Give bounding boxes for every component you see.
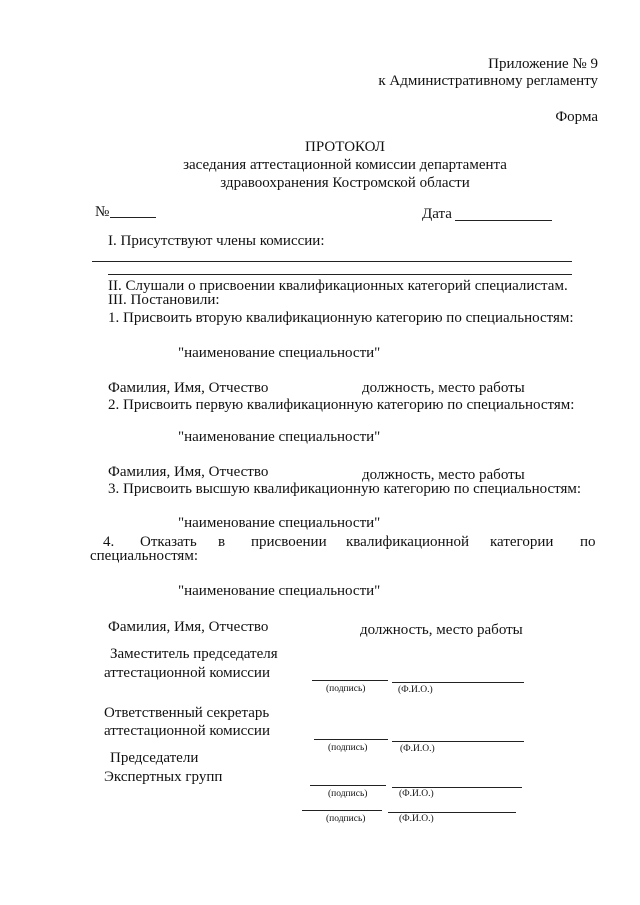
members-line-1 bbox=[92, 261, 572, 262]
appendix-reference: к Административному регламенту bbox=[378, 73, 598, 89]
signature-line bbox=[310, 785, 386, 786]
decision-item-4-word: категории bbox=[490, 534, 554, 550]
appendix-number: Приложение № 9 bbox=[488, 56, 598, 72]
deputy-chairman-title-line2: аттестационной комиссии bbox=[104, 665, 270, 681]
decision-item-4-word: присвоении bbox=[251, 534, 327, 550]
name-caption: (Ф.И.О.) bbox=[399, 814, 434, 824]
decision-item-4-number: 4. bbox=[103, 534, 115, 550]
name-caption: (Ф.И.О.) bbox=[399, 789, 434, 799]
expert-chairs-title-line1: Председатели bbox=[110, 750, 199, 766]
expert-chairs-title-line2: Экспертных групп bbox=[104, 769, 223, 785]
position-placeholder-4: должность, место работы bbox=[360, 622, 523, 638]
decision-item-4-word: в bbox=[218, 534, 226, 550]
decision-item-4-word: по bbox=[580, 534, 596, 550]
decision-item-4-line2: специальностям: bbox=[90, 548, 198, 564]
decided-heading: III. Постановили: bbox=[108, 292, 220, 308]
signature-caption: (подпись) bbox=[326, 814, 366, 824]
name-caption: (Ф.И.О.) bbox=[398, 685, 433, 695]
secretary-title-line2: аттестационной комиссии bbox=[104, 723, 270, 739]
specialty-placeholder-1: "наименование специальности" bbox=[178, 345, 381, 361]
name-caption: (Ф.И.О.) bbox=[400, 744, 435, 754]
signature-line bbox=[302, 810, 382, 811]
name-line bbox=[388, 812, 516, 813]
name-line bbox=[392, 741, 524, 742]
fio-placeholder-4: Фамилия, Имя, Отчество bbox=[108, 619, 269, 635]
decision-item-1: 1. Присвоить вторую квалификационную категорию по специальностям: bbox=[108, 310, 574, 326]
position-placeholder-2: должность, место работы bbox=[362, 467, 525, 483]
signature-caption: (подпись) bbox=[328, 743, 368, 753]
fio-placeholder-2: Фамилия, Имя, Отчество bbox=[108, 464, 269, 480]
signature-line bbox=[312, 680, 388, 681]
form-label: Форма bbox=[555, 109, 598, 125]
specialty-placeholder-4: "наименование специальности" bbox=[178, 583, 381, 599]
signature-line bbox=[314, 739, 388, 740]
deputy-chairman-title-line1: Заместитель председателя bbox=[110, 646, 278, 662]
members-line-2 bbox=[108, 274, 572, 275]
number-field-line bbox=[110, 217, 156, 218]
date-field-line bbox=[455, 220, 552, 221]
secretary-title-line1: Ответственный секретарь bbox=[104, 705, 270, 721]
present-members-heading: I. Присутствуют члены комиссии: bbox=[108, 233, 325, 249]
name-line bbox=[392, 787, 522, 788]
name-line bbox=[392, 682, 524, 683]
decision-item-3: 3. Присвоить высшую квалификационную категорию по специальностям: bbox=[108, 481, 582, 497]
signature-caption: (подпись) bbox=[326, 684, 366, 694]
specialty-placeholder-2: "наименование специальности" bbox=[178, 429, 381, 445]
specialty-placeholder-3: "наименование специальности" bbox=[178, 515, 381, 531]
fio-placeholder-1: Фамилия, Имя, Отчество bbox=[108, 380, 269, 396]
date-label: Дата bbox=[422, 206, 452, 222]
document-title: ПРОТОКОЛ bbox=[305, 139, 385, 155]
signature-caption: (подпись) bbox=[328, 789, 368, 799]
decision-item-2: 2. Присвоить первую квалификационную категорию по специальностям: bbox=[108, 397, 575, 413]
decision-item-4-word: квалификационной bbox=[346, 534, 470, 550]
number-label: № bbox=[95, 204, 110, 220]
document-subtitle-line2: здравоохранения Костромской области bbox=[220, 175, 470, 191]
heard-heading: II. Слушали о присвоении квалификационных категорий специалистам. bbox=[108, 278, 568, 294]
document-subtitle-line1: заседания аттестационной комиссии департамента bbox=[183, 157, 507, 173]
decision-item-4-word: Отказать bbox=[140, 534, 197, 550]
position-placeholder-1: должность, место работы bbox=[362, 380, 525, 396]
